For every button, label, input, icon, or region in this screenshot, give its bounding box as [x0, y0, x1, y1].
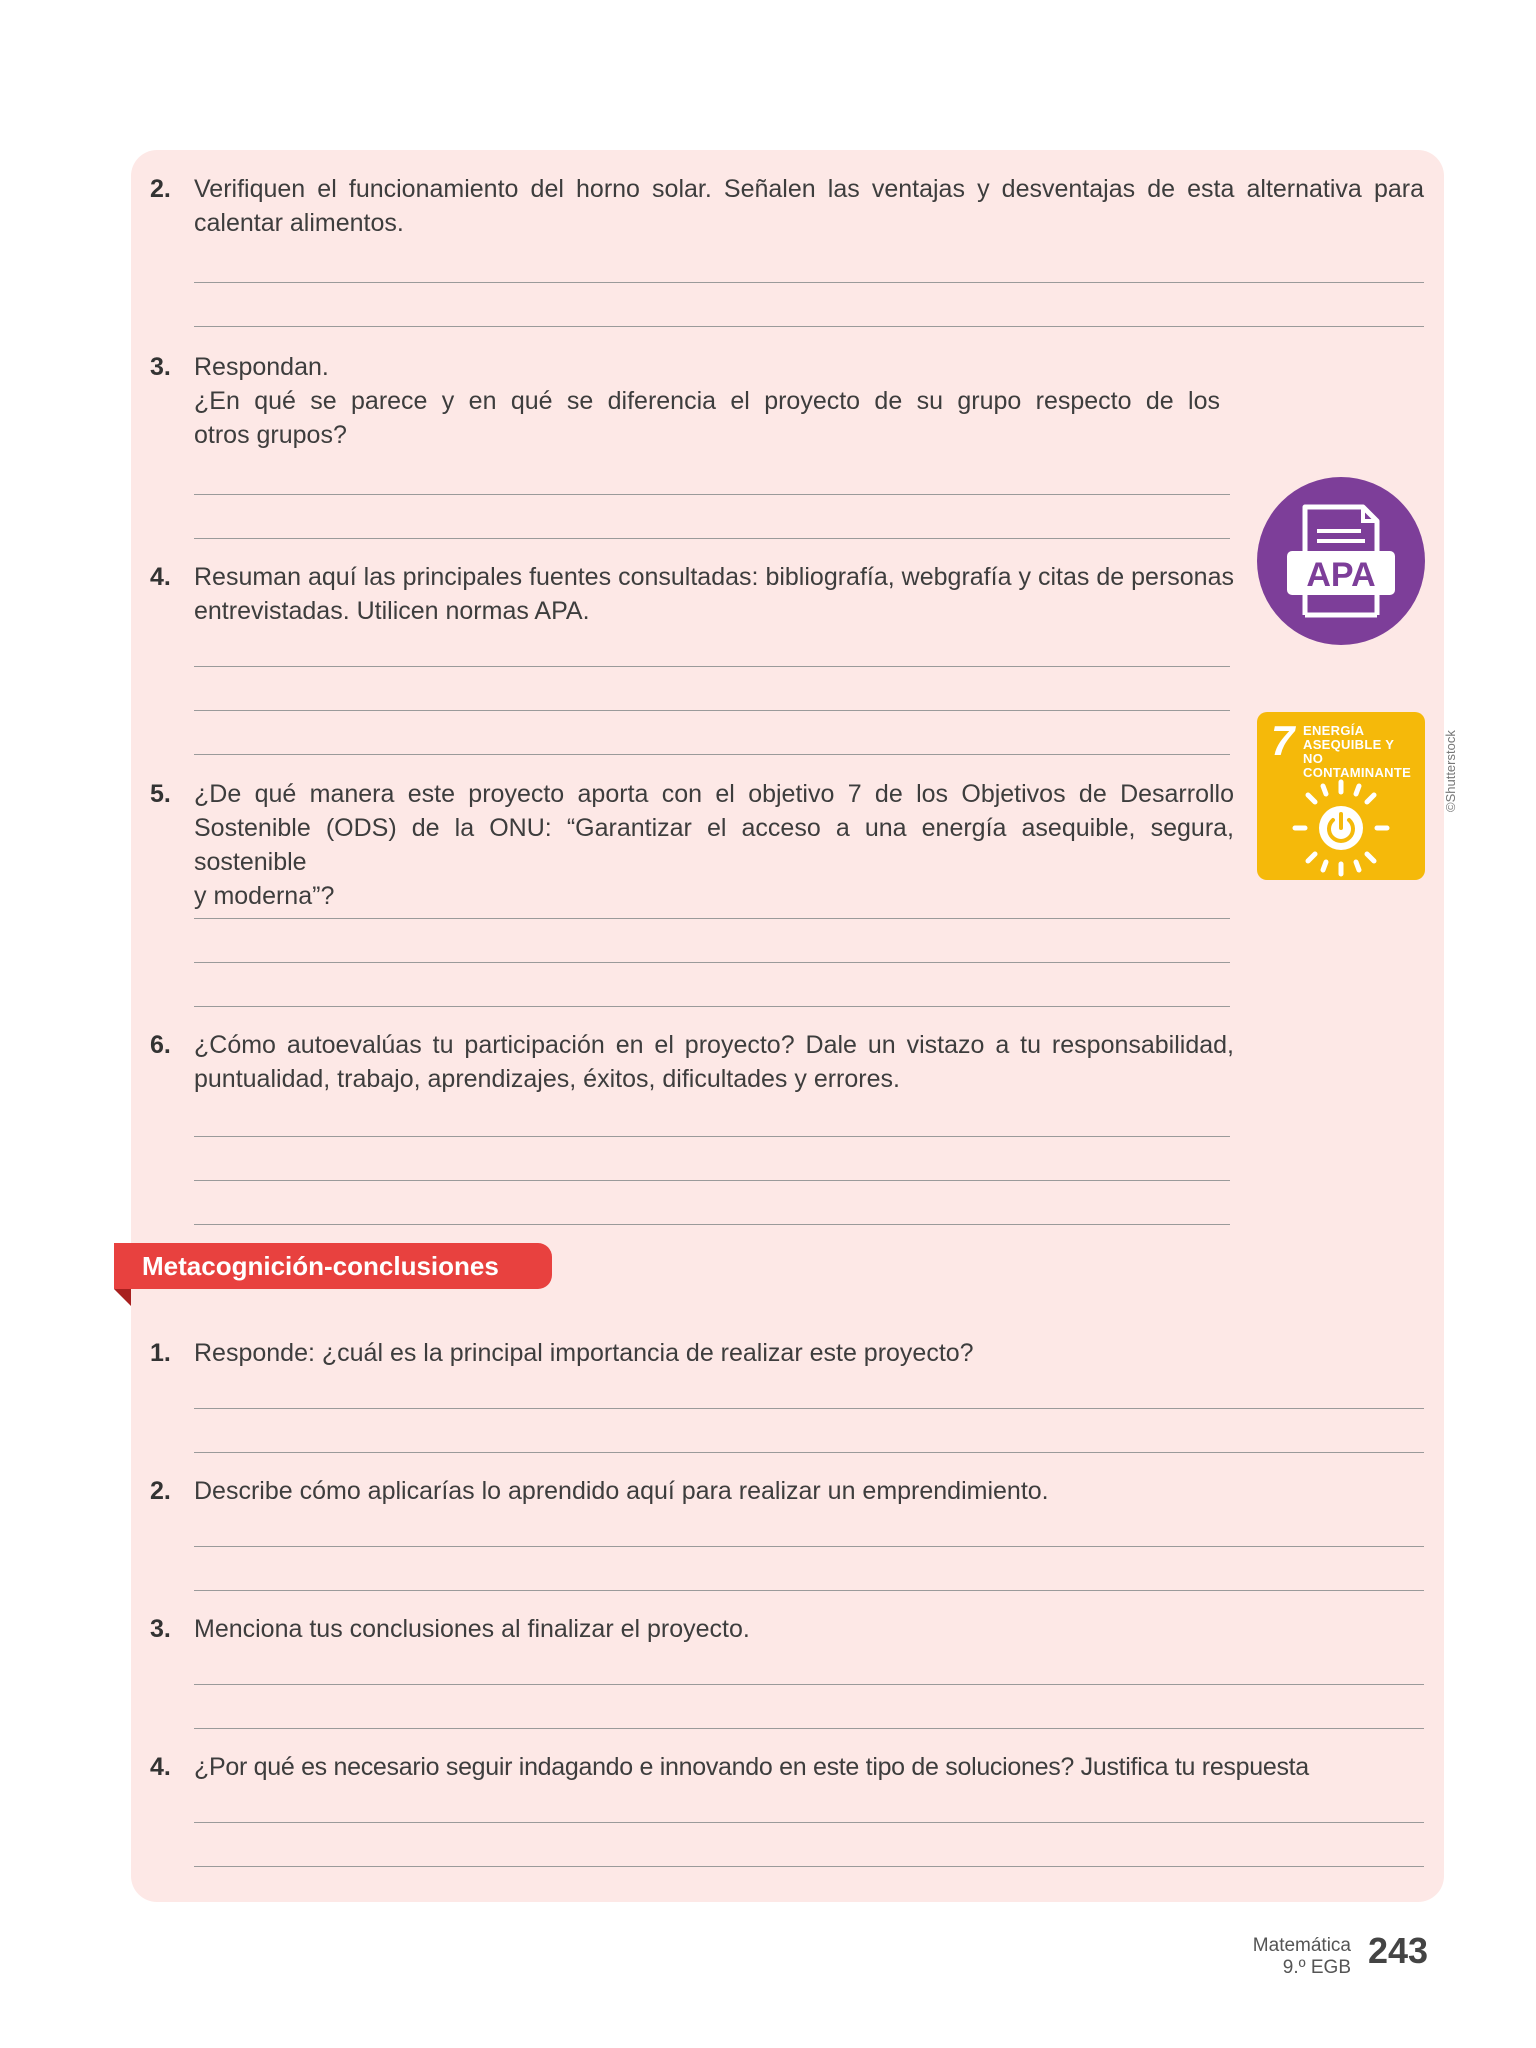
- answer-line[interactable]: [194, 326, 1424, 327]
- subject-name: Matemática: [1252, 1935, 1351, 1956]
- question-2: [150, 172, 1424, 240]
- question-number: 6.: [150, 1031, 171, 1059]
- question-text-line: ¿Cómo autoevalúas tu participación en el proyecto? Dale un vistazo a tu responsabilidad,: [194, 1031, 1234, 1059]
- answer-line[interactable]: [194, 1684, 1424, 1685]
- answer-line[interactable]: [194, 710, 1230, 711]
- answer-line[interactable]: [194, 1822, 1424, 1823]
- answer-line[interactable]: [194, 962, 1230, 963]
- question-text: Menciona tus conclusiones al finalizar el proyecto.: [194, 1615, 750, 1643]
- ods-title-line: ENERGÍA: [1303, 723, 1365, 738]
- question-number: 3.: [150, 353, 171, 381]
- apa-badge: [1257, 477, 1425, 645]
- question-text-line: Resuman aquí las principales fuentes consultadas: bibliografía, webgrafía y citas de personas: [194, 563, 1234, 591]
- answer-line[interactable]: [194, 1590, 1424, 1591]
- apa-label: APA: [1306, 556, 1376, 594]
- question-text-line: y moderna”?: [194, 882, 335, 910]
- question-text-line: puntualidad, trabajo, aprendizajes, éxitos, dificultades y errores.: [194, 1065, 900, 1093]
- question-3: [150, 350, 1220, 452]
- answer-line[interactable]: [194, 1006, 1230, 1007]
- question-text-line: ¿En qué se parece y en qué se diferencia el proyecto de su grupo respecto de los: [194, 387, 1220, 415]
- grade-label: 9.º EGB: [1282, 1957, 1351, 1978]
- footer-subject: [1253, 1935, 1351, 1979]
- question-4: [150, 560, 1234, 628]
- ods-title-line: ASEQUIBLE Y NO: [1303, 737, 1394, 766]
- ods-title-line: CONTAMINANTE: [1303, 765, 1412, 780]
- question-number: 2.: [150, 1477, 171, 1505]
- page-number: 243: [1368, 1930, 1429, 1971]
- meta-question-3: [150, 1612, 1424, 1646]
- question-text-line: Respondan.: [194, 353, 329, 381]
- question-text-line: otros grupos?: [194, 421, 347, 449]
- question-text-line: Verifiquen el funcionamiento del horno solar. Señalen las ventajas y desventajas de esta alternativa para: [194, 175, 1424, 203]
- answer-line[interactable]: [194, 282, 1424, 283]
- ods-title: [1303, 724, 1415, 780]
- question-number: 5.: [150, 780, 171, 808]
- answer-line[interactable]: [194, 754, 1230, 755]
- question-text: Describe cómo aplicarías lo aprendido aquí para realizar un emprendimiento.: [194, 1477, 1049, 1505]
- meta-question-1: [150, 1336, 1424, 1370]
- question-text-line: Sostenible (ODS) de la ONU: “Garantizar el acceso a una energía asequible, segura, sostenible: [194, 814, 1234, 876]
- question-number: 1.: [150, 1339, 171, 1367]
- answer-line[interactable]: [194, 1136, 1230, 1137]
- question-number: 4.: [150, 563, 171, 591]
- question-text: ¿Por qué es necesario seguir indagando e innovando en este tipo de soluciones? Justifica tu respuesta: [194, 1753, 1309, 1781]
- answer-line[interactable]: [194, 1180, 1230, 1181]
- banner-fold: [114, 1289, 131, 1306]
- ods-number: 7: [1271, 717, 1295, 764]
- question-6: [150, 1028, 1234, 1096]
- meta-question-2: [150, 1474, 1424, 1508]
- answer-line[interactable]: [194, 918, 1230, 919]
- sun-power-icon: [1291, 778, 1391, 878]
- section-banner: Metacognición-conclusiones: [114, 1243, 552, 1289]
- question-number: 2.: [150, 175, 171, 203]
- question-text-line: entrevistadas. Utilicen normas APA.: [194, 597, 590, 625]
- answer-line[interactable]: [194, 1546, 1424, 1547]
- question-number: 4.: [150, 1753, 171, 1781]
- question-text-line: calentar alimentos.: [194, 209, 404, 237]
- answer-line[interactable]: [194, 1408, 1424, 1409]
- answer-line[interactable]: [194, 538, 1230, 539]
- question-text-line: ¿De qué manera este proyecto aporta con el objetivo 7 de los Objetivos de Desarrollo: [194, 780, 1234, 808]
- answer-line[interactable]: [194, 1866, 1424, 1867]
- answer-line[interactable]: [194, 666, 1230, 667]
- image-credit: ©Shutterstock: [1443, 730, 1458, 812]
- meta-question-4: [150, 1750, 1454, 1784]
- question-5: [150, 777, 1234, 913]
- answer-line[interactable]: [194, 1728, 1424, 1729]
- answer-line[interactable]: [194, 1224, 1230, 1225]
- answer-line[interactable]: [194, 494, 1230, 495]
- question-number: 3.: [150, 1615, 171, 1643]
- ods-7-tile: [1257, 712, 1425, 880]
- question-text: Responde: ¿cuál es la principal importancia de realizar este proyecto?: [194, 1339, 974, 1367]
- apa-document-icon: [1257, 477, 1425, 645]
- answer-line[interactable]: [194, 1452, 1424, 1453]
